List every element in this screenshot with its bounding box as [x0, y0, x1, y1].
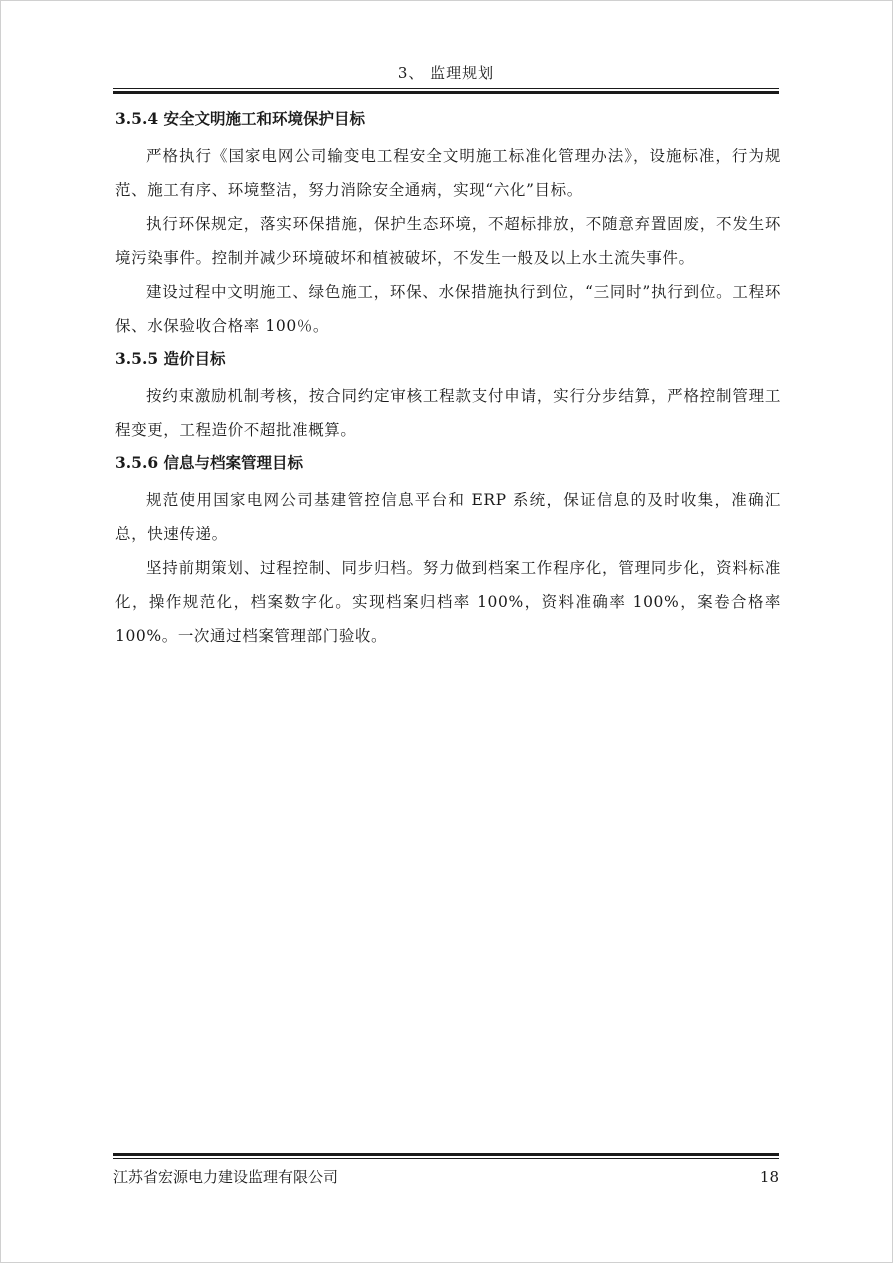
page-header	[113, 62, 779, 94]
footer-company: 江苏省宏源电力建设监理有限公司	[113, 1168, 339, 1186]
paragraph: 建设过程中文明施工、绿色施工，环保、水保措施执行到位，“三同时”执行到位。工程环保、水保验收合格率 100％。	[115, 283, 781, 335]
header-rule-thick	[113, 91, 779, 94]
footer-row	[113, 1167, 779, 1187]
footer-rule-thick	[113, 1153, 779, 1156]
header-rule-thin	[113, 88, 779, 89]
footer-rule-thin	[113, 1158, 779, 1159]
paragraph: 按约束激励机制考核，按合同约定审核工程款支付申请，实行分步结算，严格控制管理工程变更，工程造价不超批准概算。	[115, 387, 781, 439]
section-heading-3-5-5: 3.5.5 造价目标	[115, 349, 226, 368]
page-number: 18	[759, 1168, 779, 1186]
paragraph: 规范使用国家电网公司基建管控信息平台和 ERP 系统，保证信息的及时收集，准确汇总，快速传递。	[115, 491, 781, 543]
document-body	[115, 107, 781, 653]
paragraph: 坚持前期策划、过程控制、同步归档。努力做到档案工作程序化，管理同步化，资料标准化，操作规范化，档案数字化。实现档案归档率 100%，资料准确率 100%，案卷合格率 100%。一次通过档案管理部门验收。	[115, 559, 781, 645]
page-footer	[113, 1153, 779, 1187]
paragraph: 严格执行《国家电网公司输变电工程安全文明施工标准化管理办法》，设施标准，行为规范、施工有序、环境整洁，努力消除安全通病，实现“六化”目标。	[115, 147, 781, 199]
paragraph: 执行环保规定，落实环保措施，保护生态环境，不超标排放，不随意弃置固废，不发生环境污染事件。控制并减少环境破坏和植被破坏，不发生一般及以上水土流失事件。	[115, 215, 781, 267]
header-title: 3、 监理规划	[397, 64, 495, 82]
section-heading-3-5-4: 3.5.4 安全文明施工和环境保护目标	[115, 109, 366, 128]
section-heading-3-5-6: 3.5.6 信息与档案管理目标	[115, 453, 304, 472]
